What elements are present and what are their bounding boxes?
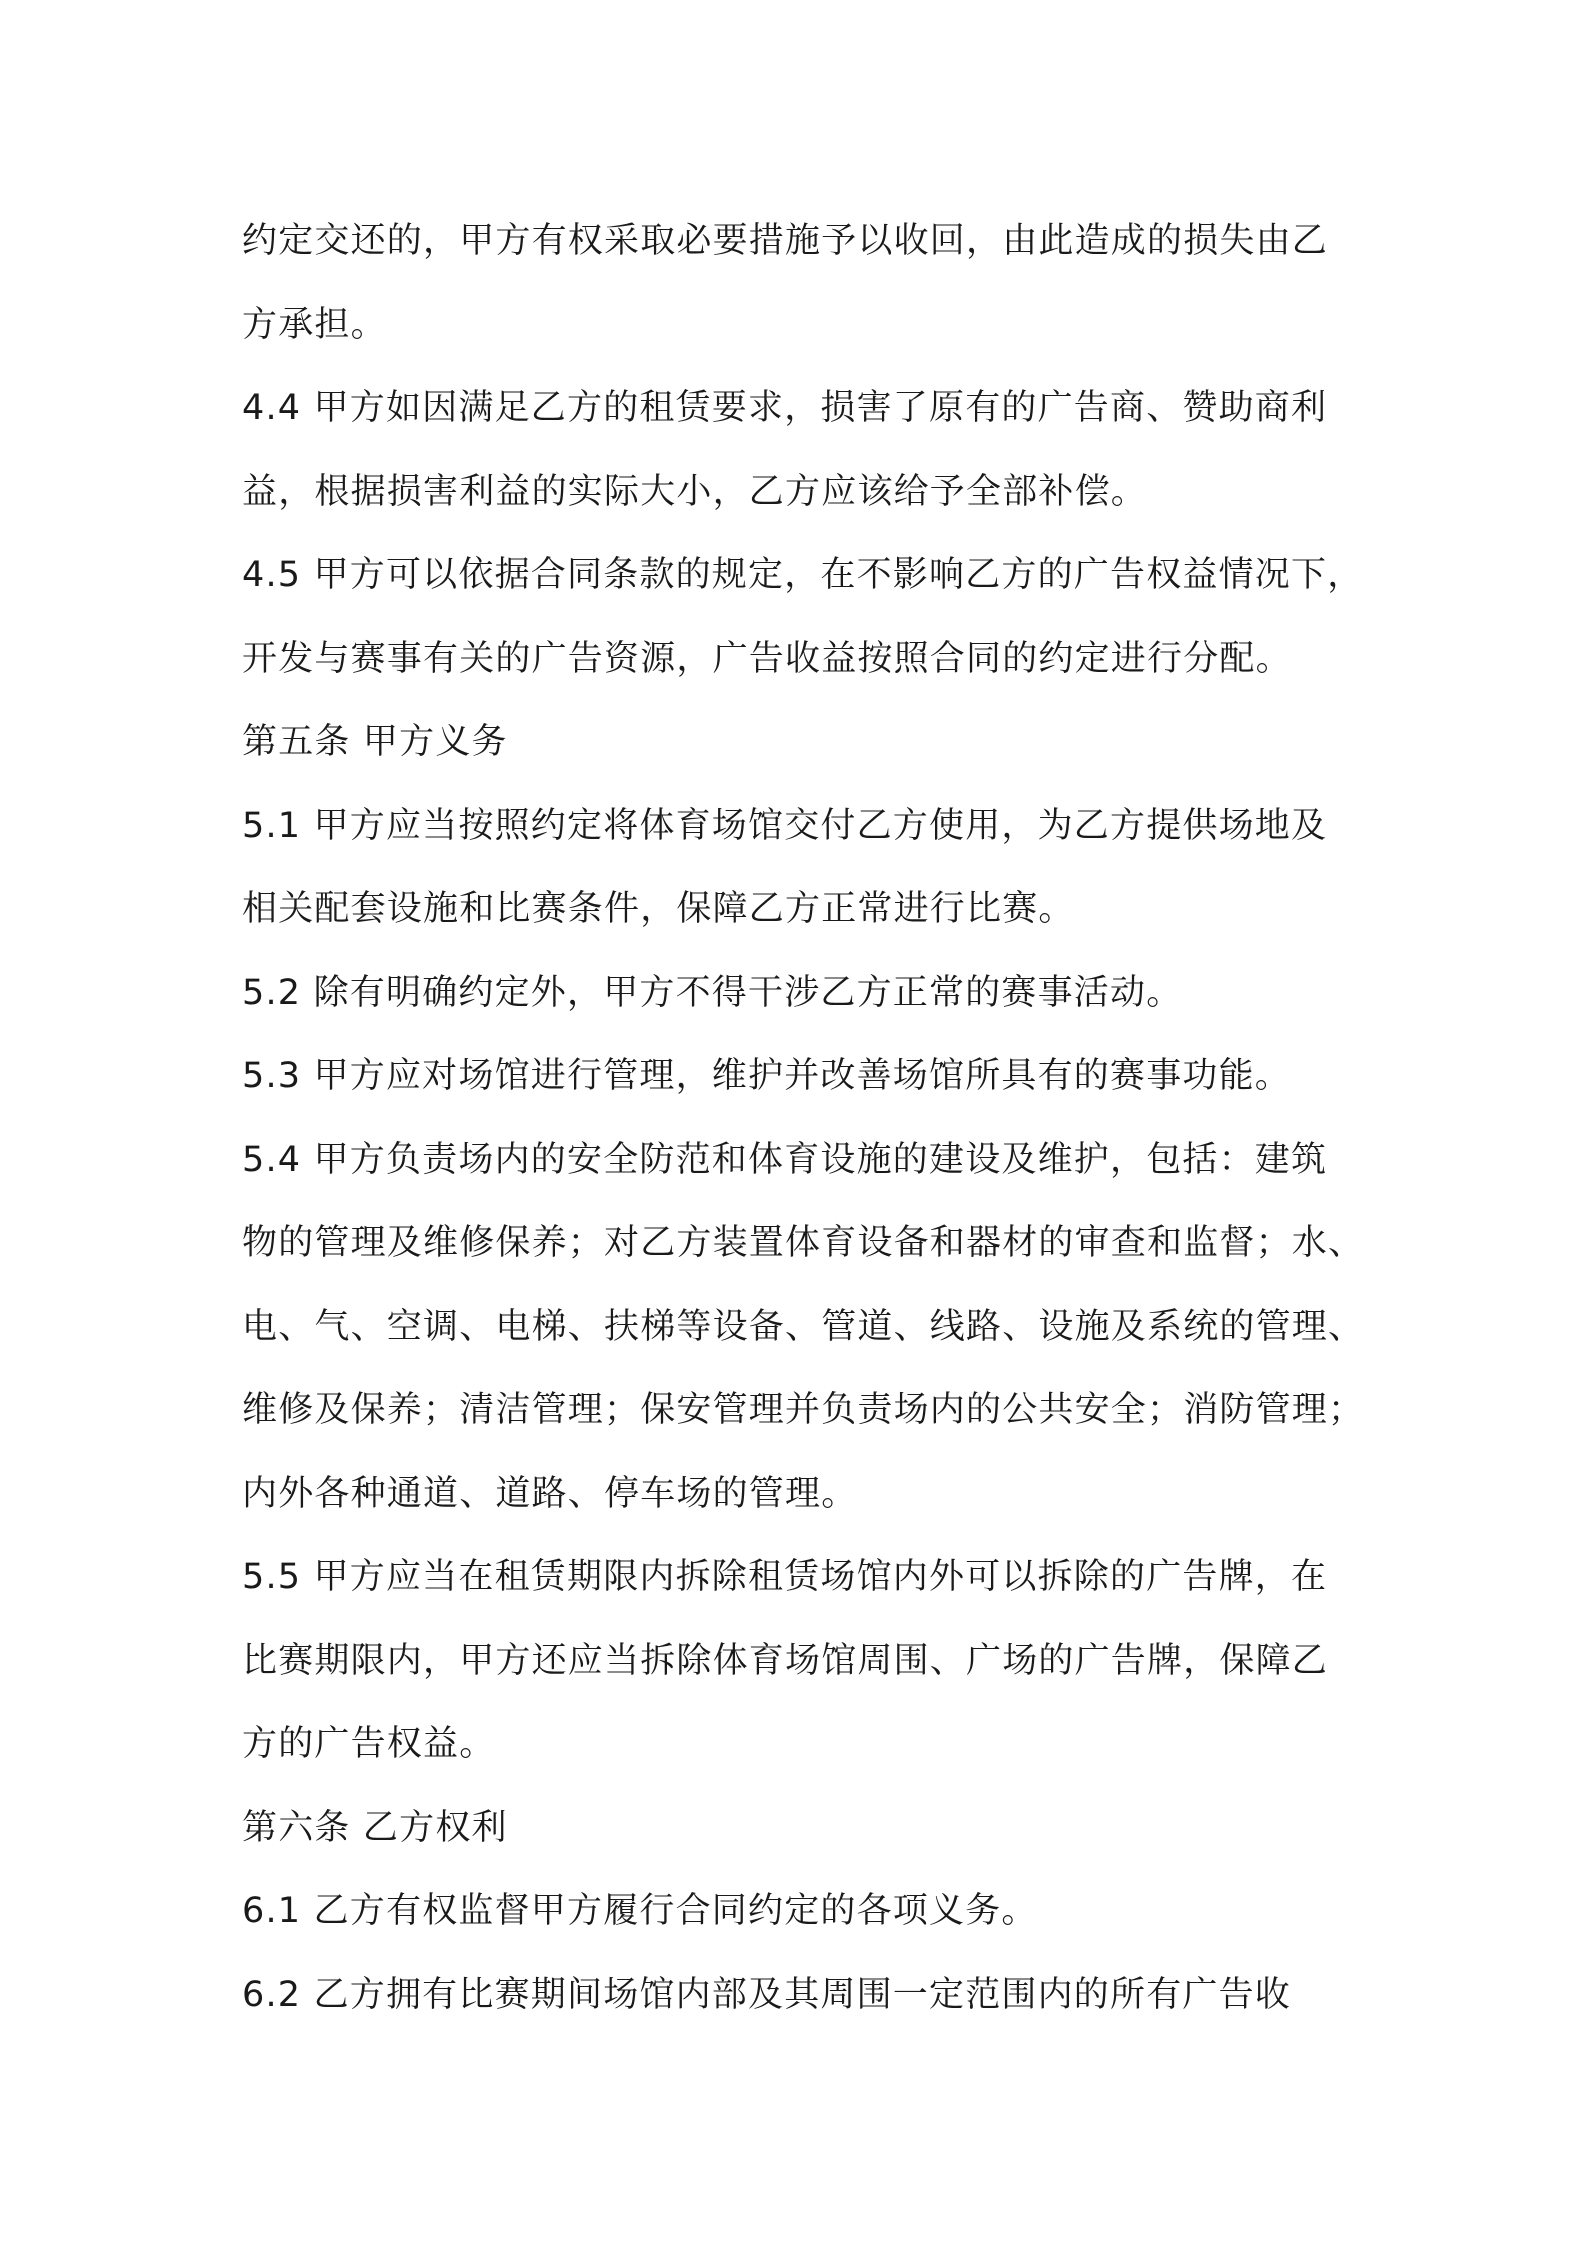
clause-5-3: 5.3 甲方应对场馆进行管理，维护并改善场馆所具有的赛事功能。 [242, 1056, 1291, 1096]
text-line: 方承担。 [242, 304, 387, 345]
clause-6-2: 6.2 乙方拥有比赛期间场馆内部及其周围一定范围内的所有广告收 [242, 1974, 1291, 2015]
clause-5-1: 5.1 甲方应当按照约定将体育场馆交付乙方使用，为乙方提供场地及 [242, 805, 1328, 846]
clause-6-1: 6.1 乙方有权监督甲方履行合同约定的各项义务。 [242, 1891, 1038, 1931]
clause-4-4: 4.4 甲方如因满足乙方的租赁要求，损害了原有的广告商、赞助商利 [242, 388, 1328, 428]
text-line: 相关配套设施和比赛条件，保障乙方正常进行比赛。 [242, 889, 1075, 929]
clause-5-4: 5.4 甲方负责场内的安全防范和体育设施的建设及维护，包括：建筑 [242, 1139, 1328, 1180]
article-5-heading: 第五条 甲方义务 [242, 722, 508, 762]
text-line: 比赛期限内，甲方还应当拆除体育场馆周围、广场的广告牌，保障乙 [242, 1640, 1329, 1681]
text-line: 益，根据损害利益的实际大小，乙方应该给予全部补偿。 [242, 471, 1148, 512]
clause-5-5: 5.5 甲方应当在租赁期限内拆除租赁场馆内外可以拆除的广告牌，在 [242, 1557, 1328, 1597]
article-6-heading: 第六条 乙方权利 [242, 1807, 508, 1848]
text-line: 维修及保养；清洁管理；保安管理并负责场内的公共安全；消防管理； [242, 1390, 1365, 1430]
text-line: 约定交还的，甲方有权采取必要措施予以收回，由此造成的损失由乙 [242, 221, 1329, 261]
clause-4-5: 4.5 甲方可以依据合同条款的规定，在不影响乙方的广告权益情况下， [242, 555, 1364, 595]
text-line: 物的管理及维修保养；对乙方装置体育设备和器材的审查和监督；水、 [242, 1223, 1365, 1263]
text-line: 开发与赛事有关的广告资源，广告收益按照合同的约定进行分配。 [242, 638, 1292, 679]
text-line: 方的广告权益。 [242, 1724, 496, 1764]
text-line: 内外各种通道、道路、停车场的管理。 [242, 1473, 858, 1514]
clause-5-2: 5.2 除有明确约定外，甲方不得干涉乙方正常的赛事活动。 [242, 972, 1183, 1013]
text-line: 电、气、空调、电梯、扶梯等设备、管道、线路、设施及系统的管理、 [242, 1306, 1365, 1347]
contract-text [242, 200, 1365, 2037]
